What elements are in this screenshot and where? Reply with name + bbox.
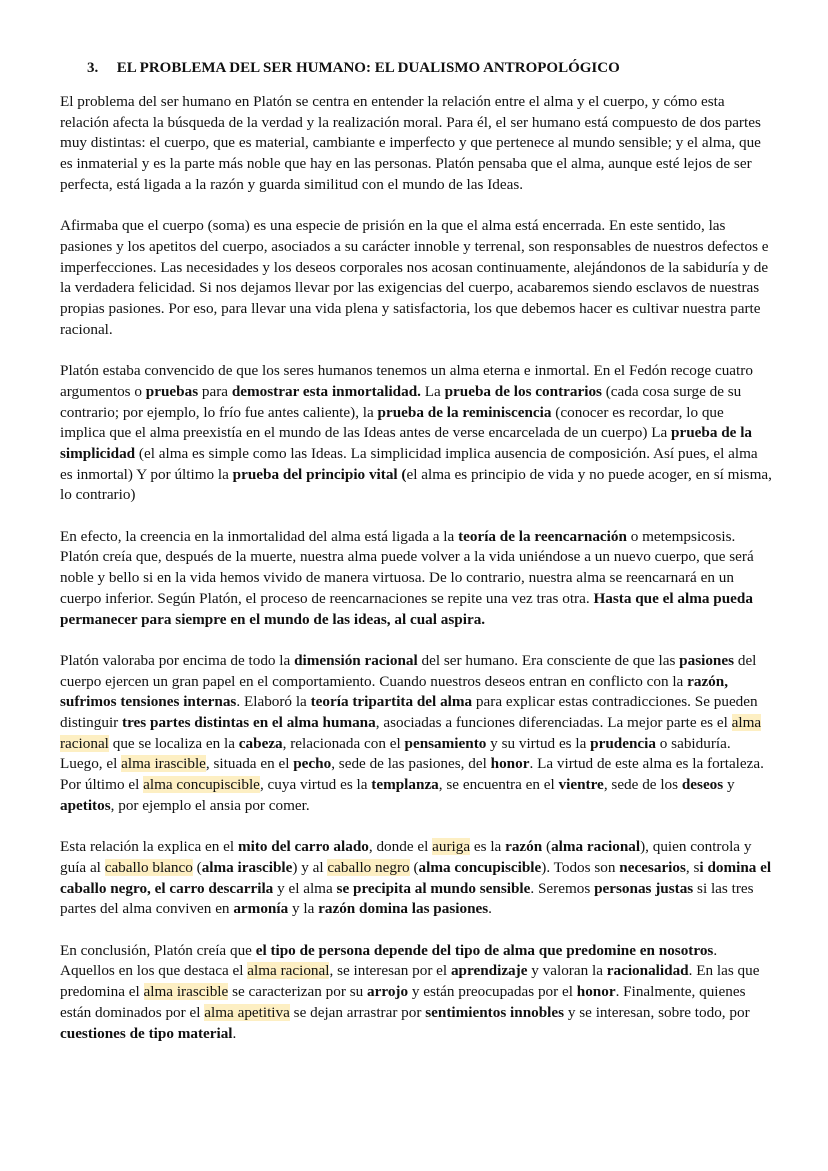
text-run: y la [288,900,319,918]
text-run: . Finalmente, quienes están dominados por el [60,983,746,1021]
text-run: ) y al [292,858,328,876]
text-run: En efecto, la creencia en la inmortalidad del alma está ligada a la [60,527,459,545]
text-run: , donde el [368,838,433,856]
paragraph [60,527,772,631]
text-run: que se localiza en la [108,734,239,752]
bold-text: personas justas [594,879,694,897]
bold-text: deseos [681,776,724,794]
text-run: para explicar estas contradicciones. Se pueden distinguir [60,693,758,732]
highlighted-text: alma racional [247,962,330,980]
document-body [60,92,772,1044]
text-run: es la [470,838,506,856]
bold-text: necesarios [619,858,686,876]
text-run: . En las que predomina el [60,962,760,1001]
bold-text: demostrar esta inmortalidad. [231,382,421,400]
bold-text: i domina el caballo negro, el carro descarrila [60,858,772,897]
bold-text: sentimientos innobles [425,1003,565,1021]
text-run: si las tres partes del alma conviven en [60,879,754,918]
highlighted-text: caballo blanco [104,858,193,876]
paragraph [60,361,772,506]
text-run: se dejan arrastrar por [289,1003,426,1021]
highlighted-text: alma apetitiva [204,1003,290,1021]
highlighted-text: alma irascible [121,755,206,773]
bold-text: vientre [558,776,604,794]
text-run: , relacionada con el [282,734,405,752]
section-title: EL PROBLEMA DEL SER HUMANO: EL DUALISMO ANTROPOLÓGICO [116,60,620,76]
bold-text: pasiones [679,651,735,669]
bold-text: prueba de los contrarios [444,382,602,400]
text-run: Platón valoraba por encima de todo la [60,651,295,669]
text-run: (el alma es simple como las Ideas. La simplicidad implica ausencia de composición. Así pues, el alma es inmortal) Y por último la [60,444,758,483]
bold-text: prudencia [590,734,656,752]
highlighted-text: alma irascible [143,983,229,1001]
bold-text: templanza [371,776,439,794]
bold-text: Hasta que el alma pueda permanecer para siempre en el mundo de las ideas, al cual aspira. [60,589,753,628]
section-heading [87,58,772,78]
paragraph [60,92,772,196]
bold-text: razón, sufrimos tensiones internas [60,672,729,711]
text-run: y están preocupadas por el [408,983,577,1001]
bold-text: prueba de la reminiscencia [377,403,552,421]
bold-text: alma irascible [201,858,293,876]
text-run: (cada cosa surge de su contrario; por ejemplo, lo frío fue antes caliente), la [60,382,742,421]
document-page [60,58,772,1065]
text-run: La [420,382,445,400]
bold-text: aprendizaje [450,962,528,980]
text-run: . Elaboró la [236,693,311,711]
text-run: Esta relación la explica en el [60,838,238,856]
text-run: ( [542,838,552,856]
bold-text: pensamiento [404,734,487,752]
text-run: , cuya virtud es la [259,776,372,794]
bold-text: honor [490,755,530,773]
text-run: , sede de los [603,776,682,794]
bold-text: razón [505,838,543,856]
bold-text: teoría tripartita del alma [310,693,473,711]
text-run: y [723,776,735,794]
text-run: . [488,900,492,918]
text-run: o sabiduría. Luego, el [60,734,731,773]
text-run: Platón estaba convencido de que los seres humanos tenemos un alma eterna e inmortal. En el Fedón recoge cuatro argumentos o [60,362,753,400]
text-run: ), quien controla y guía al [60,838,752,876]
text-run: del ser humano. Era consciente de que las [417,651,680,669]
bold-text: arrojo [367,983,409,1001]
text-run: . Aquellos en los que destaca el [60,941,718,980]
text-run: . Seremos [530,879,595,897]
text-run: del cuerpo ejercen un gran papel en el comportamiento. Cuando nuestros deseos entran en conflicto con la [60,651,757,690]
bold-text: razón domina las pasiones [318,900,489,918]
text-run: para [198,382,232,400]
bold-text: alma concupiscible [418,858,542,876]
bold-text: se precipita al mundo sensible [336,879,531,897]
highlighted-text: caballo negro [327,858,410,876]
bold-text: pruebas [145,382,199,400]
text-run: , se interesan por el [329,962,451,980]
paragraph [60,941,772,1045]
bold-text: teoría de la reencarnación [458,527,627,545]
bold-text: cuestiones de tipo material [60,1024,233,1042]
text-run: Afirmaba que el cuerpo (soma) es una especie de prisión en la que el alma está encerrada. En este sentido, las pasiones y los apetitos del cuerpo, asociados a su carácter innoble y terrenal, son responsables de nuestros defectos e imperfecciones. Las necesidades y los deseos corporales nos acosan continuamente, alejándonos de la sabiduría y de la verdadera felicidad. Si nos dejamos llevar por las exigencias del cuerpo, acabaremos siendo esclavos de nuestras propias pasiones. Por eso, para llevar una vida plena y satisfactoria, los que debemos hacer es cultivar nuestra parte racional. [60,217,769,338]
text-run: , s [685,858,700,876]
text-run: el alma es principio de vida y no puede acoger, en sí misma, lo contrario) [60,465,772,504]
bold-text: honor [576,983,616,1001]
text-run: y valoran la [527,962,607,980]
bold-text: prueba del principio vital ( [232,465,407,483]
bold-text: alma racional [551,838,641,856]
text-run: En conclusión, Platón creía que [60,941,256,959]
text-run: ( [409,858,419,876]
bold-text: cabeza [238,734,283,752]
bold-text: tres partes distintas en el alma humana [122,714,376,732]
text-run: ( [192,858,202,876]
text-run: y se interesan, sobre todo, por [564,1003,750,1021]
bold-text: prueba de la simplicidad [60,424,753,462]
highlighted-text: alma concupiscible [143,776,260,794]
text-run: ). Todos son [541,858,620,876]
text-run: , se encuentra en el [438,776,559,794]
bold-text: pecho [293,755,332,773]
text-run: y el alma [273,879,337,897]
text-run: , situada en el [205,755,294,773]
paragraph [60,837,772,920]
paragraph [60,216,772,340]
bold-text: el tipo de persona depende del tipo de alma que predomine en nosotros [255,941,714,959]
text-run: y su virtud es la [486,734,591,752]
section-number: 3. [87,60,99,76]
text-run: . La virtud de este alma es la fortaleza. Por último el [60,755,764,794]
text-run: , sede de las pasiones, del [331,755,491,773]
highlighted-text: auriga [432,838,471,856]
text-run: , asociadas a funciones diferenciadas. La mejor parte es el [375,714,732,732]
text-run: El problema del ser humano en Platón se centra en entender la relación entre el alma y el cuerpo, y cómo esta relación afecta la búsqueda de la verdad y la realización moral. Para él, el ser humano está compuesto de dos partes muy distintas: el cuerpo, que es material, cambiante e imperfecto y que pertenece al mundo sensible; y el alma, que es inmaterial y es la parte más noble que hay en las personas. Platón pensaba que el alma, aunque esté lejos de ser perfecta, está ligada a la razón y guarda similitud con el mundo de las Ideas. [60,93,761,193]
text-run: se caracterizan por su [228,983,368,1001]
bold-text: armonía [233,900,289,918]
bold-text: racionalidad [606,962,689,980]
bold-text: mito del carro alado [237,838,369,856]
text-run: . [232,1024,237,1042]
text-run: o metempsicosis. Platón creía que, después de la muerte, nuestra alma puede volver a la vida uniéndose a un nuevo cuerpo, que será noble y bello si en la vida hemos vivido de manera virtuosa. De lo contrario, nuestra alma se reencarnará en un cuerpo inferior. Según Platón, el proceso de reencarnaciones se repite una vez tras otra. [60,527,754,607]
paragraph [60,651,772,817]
bold-text: apetitos [60,796,111,814]
text-run: (conocer es recordar, lo que implica que el alma preexistía en el mundo de las Ideas antes de verse encarcelada de un cuerpo) La [60,403,724,442]
highlighted-text: alma racional [60,714,762,752]
bold-text: dimensión racional [294,651,418,669]
text-run: , por ejemplo el ansia por comer. [110,796,310,814]
